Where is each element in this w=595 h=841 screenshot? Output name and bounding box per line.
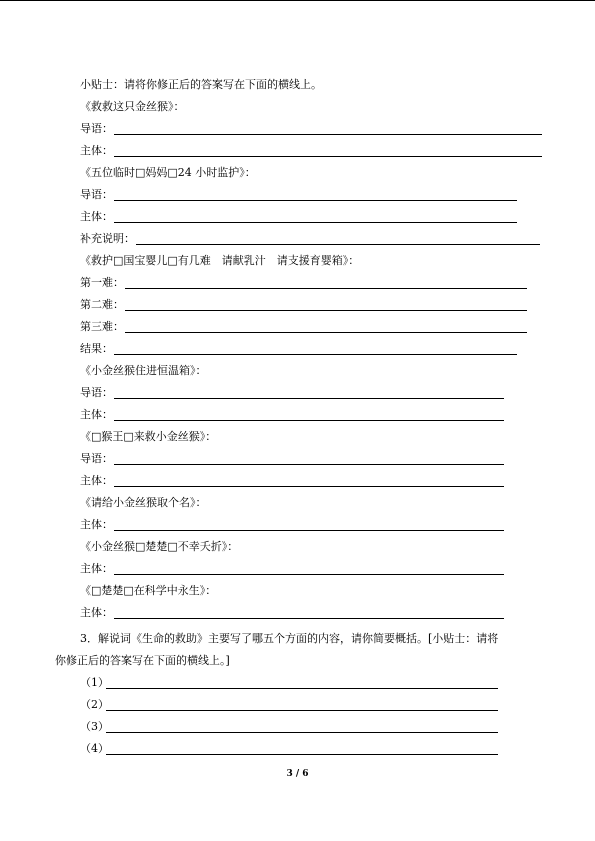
answer-line[interactable]	[114, 420, 504, 421]
answer-line[interactable]	[114, 486, 504, 487]
answer-line[interactable]	[106, 732, 498, 733]
answer-line[interactable]	[125, 310, 527, 311]
answer-line[interactable]	[114, 222, 517, 223]
section-title: 《救救这只金丝猴》：	[80, 100, 185, 113]
item-label: （1）	[80, 676, 109, 689]
field-label: 补充说明：	[80, 232, 135, 245]
tip-text: 小贴士：请将你修正后的答案写在下面的横线上。	[80, 78, 322, 91]
answer-line[interactable]	[114, 134, 542, 135]
field-label: 导语：	[80, 386, 113, 399]
answer-line[interactable]	[114, 464, 504, 465]
section-title: 《五位临时□妈妈□24 小时监护》：	[80, 166, 256, 179]
answer-line[interactable]	[114, 398, 504, 399]
field-label: 导语：	[80, 188, 113, 201]
field-label: 第二难：	[80, 298, 124, 311]
question-3-line1: 3．解说词《生命的救助》主要写了哪五个方面的内容，请你简要概括。[小贴士：请将	[80, 632, 499, 645]
field-label: 导语：	[80, 122, 113, 135]
answer-line[interactable]	[106, 710, 498, 711]
question-3-line2: 你修正后的答案写在下面的横线上。]	[55, 654, 230, 667]
field-label: 主体：	[80, 210, 113, 223]
field-label: 主体：	[80, 144, 113, 157]
item-label: （4）	[80, 742, 109, 755]
answer-line[interactable]	[114, 200, 517, 201]
item-label: （2）	[80, 698, 109, 711]
section-title: 《小金丝猴□楚楚□不幸夭折》：	[80, 540, 239, 553]
field-label: 第三难：	[80, 320, 124, 333]
answer-line[interactable]	[106, 754, 498, 755]
field-label: 主体：	[80, 408, 113, 421]
answer-line[interactable]	[114, 354, 517, 355]
answer-line[interactable]	[114, 618, 504, 619]
field-label: 主体：	[80, 474, 113, 487]
section-title: 《救护□国宝婴儿□有几难 请献乳汁 请支援育婴箱》：	[80, 254, 360, 267]
page-number: 3 / 6	[286, 769, 309, 779]
answer-line[interactable]	[106, 688, 498, 689]
answer-line[interactable]	[114, 574, 504, 575]
answer-line[interactable]	[125, 332, 527, 333]
field-label: 主体：	[80, 562, 113, 575]
section-title: 《请给小金丝猴取个名》：	[80, 496, 207, 509]
item-label: （3）	[80, 720, 109, 733]
section-title: 《□猴王□来救小金丝猴》：	[80, 430, 217, 443]
section-title: 《□楚楚□在科学中永生》：	[80, 584, 217, 597]
answer-line[interactable]	[114, 530, 504, 531]
top-border	[0, 0, 595, 1]
field-label: 结果：	[80, 342, 113, 355]
section-title: 《小金丝猴住进恒温箱》：	[80, 364, 207, 377]
field-label: 导语：	[80, 452, 113, 465]
answer-line[interactable]	[125, 288, 527, 289]
field-label: 主体：	[80, 606, 113, 619]
answer-line[interactable]	[114, 156, 542, 157]
field-label: 主体：	[80, 518, 113, 531]
answer-line[interactable]	[136, 244, 540, 245]
field-label: 第一难：	[80, 276, 124, 289]
